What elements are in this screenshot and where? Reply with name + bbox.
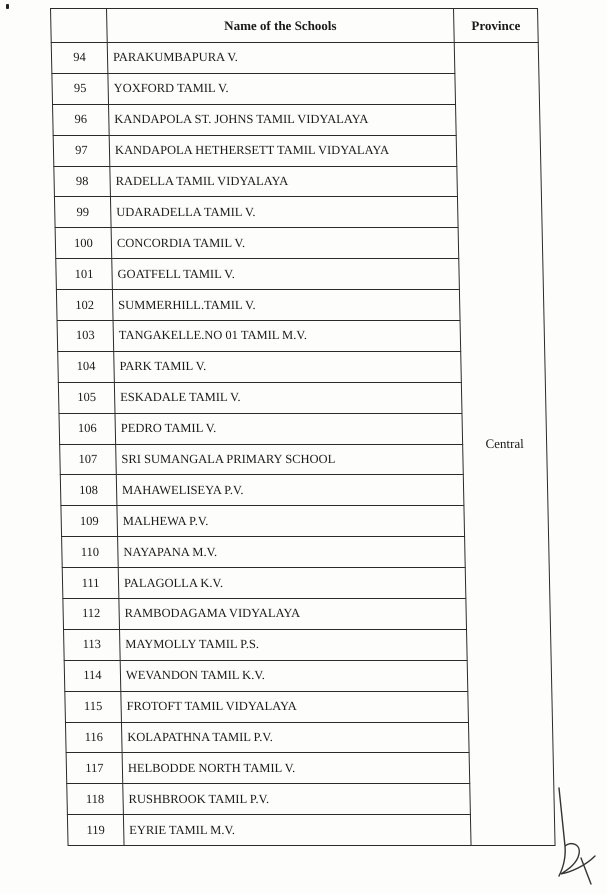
header-row: [51, 9, 539, 43]
school-name: UDARADELLA TAMIL V.: [110, 197, 458, 228]
row-number: 103: [57, 321, 114, 352]
school-name: SRI SUMANGALA PRIMARY SCHOOL: [116, 444, 464, 475]
school-name: SUMMERHILL.TAMIL V.: [112, 290, 460, 321]
school-name: NAYAPANA M.V.: [118, 537, 466, 568]
school-name: ESKADALE TAMIL V.: [114, 382, 462, 413]
schools-table-wrapper: [50, 8, 556, 846]
row-number: 107: [60, 444, 117, 475]
school-name: KOLAPATHNA TAMIL P.V.: [121, 722, 469, 753]
row-number: 104: [58, 351, 115, 382]
school-name: PALAGOLLA K.V.: [118, 568, 466, 599]
school-name: RADELLA TAMIL VIDYALAYA: [110, 166, 458, 197]
row-number: 108: [60, 475, 117, 506]
row-number: 106: [59, 413, 116, 444]
row-number: 112: [63, 599, 120, 630]
row-number: 116: [65, 722, 122, 753]
school-name: EYRIE TAMIL M.V.: [123, 815, 471, 846]
header-province: Province: [454, 9, 539, 43]
province-cell: Central: [454, 43, 555, 846]
row-number: 105: [58, 382, 115, 413]
row-number: 111: [62, 568, 119, 599]
row-number: 110: [62, 537, 119, 568]
school-name: PEDRO TAMIL V.: [115, 413, 463, 444]
school-name: GOATFELL TAMIL V.: [112, 259, 460, 290]
handwritten-signature-icon: [551, 786, 601, 886]
row-number: 94: [51, 43, 108, 74]
school-name: PARAKUMBAPURA V.: [107, 43, 455, 74]
school-name: RUSHBROOK TAMIL P.V.: [123, 784, 471, 815]
row-number: 99: [54, 197, 111, 228]
schools-table: [50, 8, 556, 846]
row-number: 100: [55, 228, 112, 259]
row-number: 117: [66, 753, 123, 784]
school-name: KANDAPOLA ST. JOHNS TAMIL VIDYALAYA: [109, 104, 457, 135]
school-name: WEVANDON TAMIL K.V.: [120, 660, 468, 691]
header-school-name: Name of the Schools: [107, 9, 455, 43]
row-number: 101: [56, 259, 113, 290]
table-body: [51, 43, 555, 846]
row-number: 115: [65, 691, 122, 722]
row-number: 119: [67, 815, 124, 846]
row-number: 109: [61, 506, 118, 537]
header-number: [51, 9, 108, 43]
school-name: TANGAKELLE.NO 01 TAMIL M.V.: [113, 321, 461, 352]
school-name: YOXFORD TAMIL V.: [108, 73, 456, 104]
page-corner-mark: [6, 4, 9, 9]
row-number: 97: [53, 135, 110, 166]
row-number: 96: [53, 104, 110, 135]
row-number: 114: [64, 660, 121, 691]
school-name: FROTOFT TAMIL VIDYALAYA: [121, 691, 469, 722]
school-name: MAHAWELISEYA P.V.: [116, 475, 464, 506]
row-number: 102: [56, 290, 113, 321]
school-name: MAYMOLLY TAMIL P.S.: [120, 629, 468, 660]
table-row: [51, 43, 539, 74]
row-number: 95: [52, 73, 109, 104]
row-number: 113: [64, 629, 121, 660]
row-number: 118: [67, 784, 124, 815]
row-number: 98: [54, 166, 111, 197]
school-name: CONCORDIA TAMIL V.: [111, 228, 459, 259]
school-name: RAMBODAGAMA VIDYALAYA: [119, 599, 467, 630]
school-name: MALHEWA P.V.: [117, 506, 465, 537]
school-name: HELBODDE NORTH TAMIL V.: [122, 753, 470, 784]
school-name: PARK TAMIL V.: [114, 351, 462, 382]
school-name: KANDAPOLA HETHERSETT TAMIL VIDYALAYA: [109, 135, 457, 166]
